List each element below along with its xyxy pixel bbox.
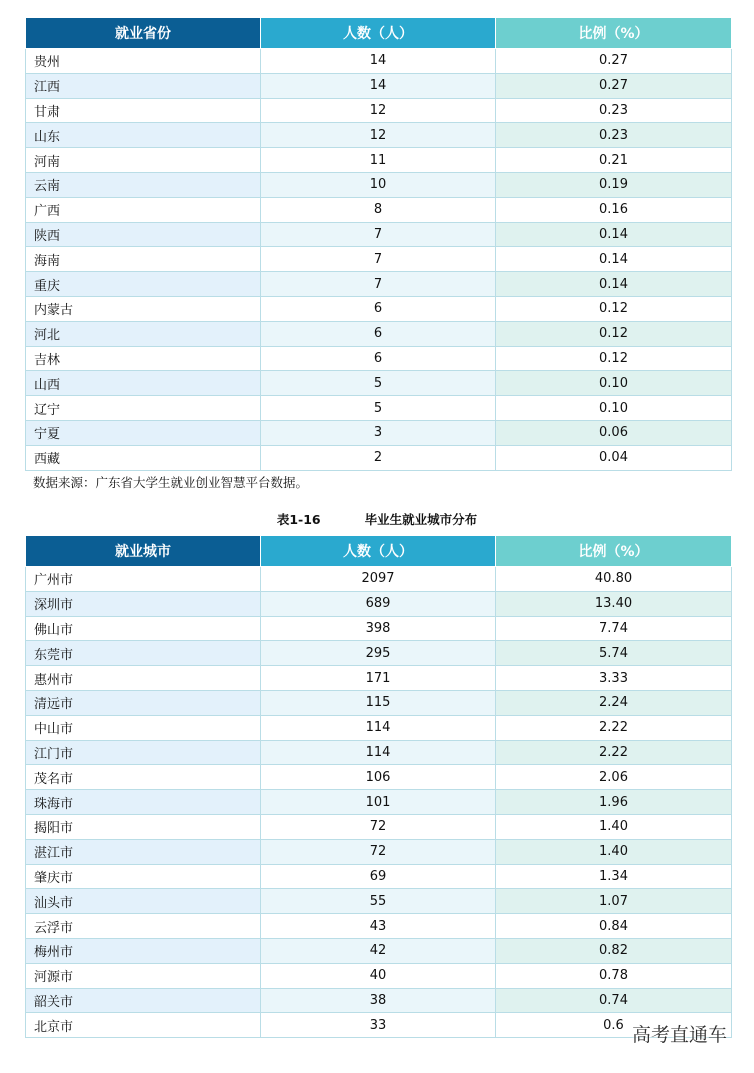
row-label-cell: 陕西 (26, 222, 261, 247)
row-label-cell: 湛江市 (26, 839, 261, 864)
table-row (26, 790, 732, 815)
table-row (26, 814, 732, 839)
count-cell: 11 (261, 148, 496, 173)
ratio-cell: 3.33 (496, 666, 732, 691)
ratio-cell: 0.12 (496, 321, 732, 346)
table-row (26, 567, 732, 592)
row-label-cell: 中山市 (26, 715, 261, 740)
row-label-cell: 辽宁 (26, 396, 261, 421)
row-label-cell: 海南 (26, 247, 261, 272)
count-cell: 6 (261, 296, 496, 321)
ratio-cell: 0.14 (496, 222, 732, 247)
watermark-text: 高考直通车 (631, 1024, 727, 1046)
column-header-ratio: 比例（%） (496, 18, 732, 49)
table-body (26, 567, 732, 1038)
row-label-cell: 河源市 (26, 963, 261, 988)
count-cell: 101 (261, 790, 496, 815)
row-label-cell: 吉林 (26, 346, 261, 371)
row-label-cell: 山西 (26, 371, 261, 396)
table-row (26, 889, 732, 914)
table-row (26, 690, 732, 715)
count-cell: 33 (261, 1013, 496, 1038)
table-number: 表1-16 (276, 512, 321, 527)
table-row (26, 222, 732, 247)
row-label-cell: 宁夏 (26, 420, 261, 445)
table-row (26, 715, 732, 740)
ratio-cell: 0.84 (496, 914, 732, 939)
row-label-cell: 江门市 (26, 740, 261, 765)
row-label-cell: 清远市 (26, 690, 261, 715)
count-cell: 6 (261, 346, 496, 371)
table-caption (0, 510, 754, 528)
column-header-count: 人数（人） (261, 536, 496, 567)
ratio-cell: 0.06 (496, 420, 732, 445)
table-row (26, 839, 732, 864)
table-header-row (26, 18, 732, 49)
ratio-cell: 2.06 (496, 765, 732, 790)
row-label-cell: 江西 (26, 73, 261, 98)
ratio-cell: 0.74 (496, 988, 732, 1013)
count-cell: 14 (261, 49, 496, 74)
table-row (26, 346, 732, 371)
count-cell: 38 (261, 988, 496, 1013)
count-cell: 114 (261, 715, 496, 740)
count-cell: 5 (261, 396, 496, 421)
table-row (26, 1013, 732, 1038)
count-cell: 12 (261, 123, 496, 148)
ratio-cell: 7.74 (496, 616, 732, 641)
table-row (26, 616, 732, 641)
count-cell: 2097 (261, 567, 496, 592)
count-cell: 10 (261, 172, 496, 197)
count-cell: 7 (261, 272, 496, 297)
row-label-cell: 西藏 (26, 445, 261, 470)
count-cell: 106 (261, 765, 496, 790)
table-row (26, 49, 732, 74)
ratio-cell: 0.27 (496, 49, 732, 74)
count-cell: 114 (261, 740, 496, 765)
row-label-cell: 惠州市 (26, 666, 261, 691)
table-row (26, 296, 732, 321)
ratio-cell: 1.34 (496, 864, 732, 889)
ratio-cell: 0.12 (496, 296, 732, 321)
row-label-cell: 河南 (26, 148, 261, 173)
table-row (26, 938, 732, 963)
table-row (26, 963, 732, 988)
ratio-cell: 0.10 (496, 396, 732, 421)
table-row (26, 420, 732, 445)
count-cell: 7 (261, 222, 496, 247)
column-header-province: 就业省份 (26, 18, 261, 49)
ratio-cell: 2.22 (496, 740, 732, 765)
count-cell: 43 (261, 914, 496, 939)
row-label-cell: 云南 (26, 172, 261, 197)
table-row (26, 247, 732, 272)
ratio-cell: 40.80 (496, 567, 732, 592)
row-label-cell: 肇庆市 (26, 864, 261, 889)
ratio-cell: 0.12 (496, 346, 732, 371)
table-row (26, 740, 732, 765)
table-header-row (26, 536, 732, 567)
table-row (26, 914, 732, 939)
row-label-cell: 内蒙古 (26, 296, 261, 321)
row-label-cell: 北京市 (26, 1013, 261, 1038)
row-label-cell: 汕头市 (26, 889, 261, 914)
table-row (26, 864, 732, 889)
count-cell: 115 (261, 690, 496, 715)
ratio-cell: 1.96 (496, 790, 732, 815)
count-cell: 3 (261, 420, 496, 445)
count-cell: 7 (261, 247, 496, 272)
ratio-cell: 0.14 (496, 272, 732, 297)
table-row (26, 321, 732, 346)
ratio-cell: 0.10 (496, 371, 732, 396)
ratio-cell: 0.04 (496, 445, 732, 470)
table-row (26, 197, 732, 222)
table-row (26, 172, 732, 197)
ratio-cell: 0.78 (496, 963, 732, 988)
table-row (26, 641, 732, 666)
count-cell: 69 (261, 864, 496, 889)
ratio-cell: 1.07 (496, 889, 732, 914)
column-header-ratio: 比例（%） (496, 536, 732, 567)
ratio-cell: 1.40 (496, 839, 732, 864)
row-label-cell: 深圳市 (26, 591, 261, 616)
ratio-cell: 0.6 (496, 1013, 732, 1038)
table-title: 毕业生就业城市分布 (364, 512, 478, 527)
count-cell: 6 (261, 321, 496, 346)
row-label-cell: 梅州市 (26, 938, 261, 963)
row-label-cell: 佛山市 (26, 616, 261, 641)
table-body (26, 49, 732, 471)
table-row (26, 396, 732, 421)
row-label-cell: 甘肃 (26, 98, 261, 123)
column-header-city: 就业城市 (26, 536, 261, 567)
row-label-cell: 茂名市 (26, 765, 261, 790)
table-row (26, 371, 732, 396)
row-label-cell: 揭阳市 (26, 814, 261, 839)
city-employment-table (25, 535, 732, 1038)
ratio-cell: 0.82 (496, 938, 732, 963)
ratio-cell: 5.74 (496, 641, 732, 666)
row-label-cell: 广州市 (26, 567, 261, 592)
ratio-cell: 1.40 (496, 814, 732, 839)
table-row (26, 123, 732, 148)
ratio-cell: 0.19 (496, 172, 732, 197)
count-cell: 12 (261, 98, 496, 123)
table-row (26, 272, 732, 297)
row-label-cell: 广西 (26, 197, 261, 222)
ratio-cell: 0.23 (496, 123, 732, 148)
count-cell: 2 (261, 445, 496, 470)
table-row (26, 98, 732, 123)
row-label-cell: 韶关市 (26, 988, 261, 1013)
table-row (26, 666, 732, 691)
row-label-cell: 云浮市 (26, 914, 261, 939)
province-employment-table (25, 17, 732, 471)
count-cell: 689 (261, 591, 496, 616)
table-row (26, 591, 732, 616)
table-row (26, 988, 732, 1013)
count-cell: 14 (261, 73, 496, 98)
count-cell: 5 (261, 371, 496, 396)
table-row (26, 73, 732, 98)
row-label-cell: 东莞市 (26, 641, 261, 666)
count-cell: 72 (261, 814, 496, 839)
ratio-cell: 13.40 (496, 591, 732, 616)
count-cell: 72 (261, 839, 496, 864)
row-label-cell: 山东 (26, 123, 261, 148)
count-cell: 171 (261, 666, 496, 691)
count-cell: 42 (261, 938, 496, 963)
ratio-cell: 2.22 (496, 715, 732, 740)
ratio-cell: 0.27 (496, 73, 732, 98)
ratio-cell: 0.14 (496, 247, 732, 272)
table-row (26, 445, 732, 470)
count-cell: 40 (261, 963, 496, 988)
ratio-cell: 2.24 (496, 690, 732, 715)
table-row (26, 765, 732, 790)
row-label-cell: 珠海市 (26, 790, 261, 815)
ratio-cell: 0.16 (496, 197, 732, 222)
count-cell: 8 (261, 197, 496, 222)
count-cell: 295 (261, 641, 496, 666)
table-row (26, 148, 732, 173)
row-label-cell: 贵州 (26, 49, 261, 74)
count-cell: 55 (261, 889, 496, 914)
count-cell: 398 (261, 616, 496, 641)
ratio-cell: 0.23 (496, 98, 732, 123)
row-label-cell: 河北 (26, 321, 261, 346)
column-header-count: 人数（人） (261, 18, 496, 49)
row-label-cell: 重庆 (26, 272, 261, 297)
ratio-cell: 0.21 (496, 148, 732, 173)
data-source-note: 数据来源：广东省大学生就业创业智慧平台数据。 (33, 475, 309, 490)
